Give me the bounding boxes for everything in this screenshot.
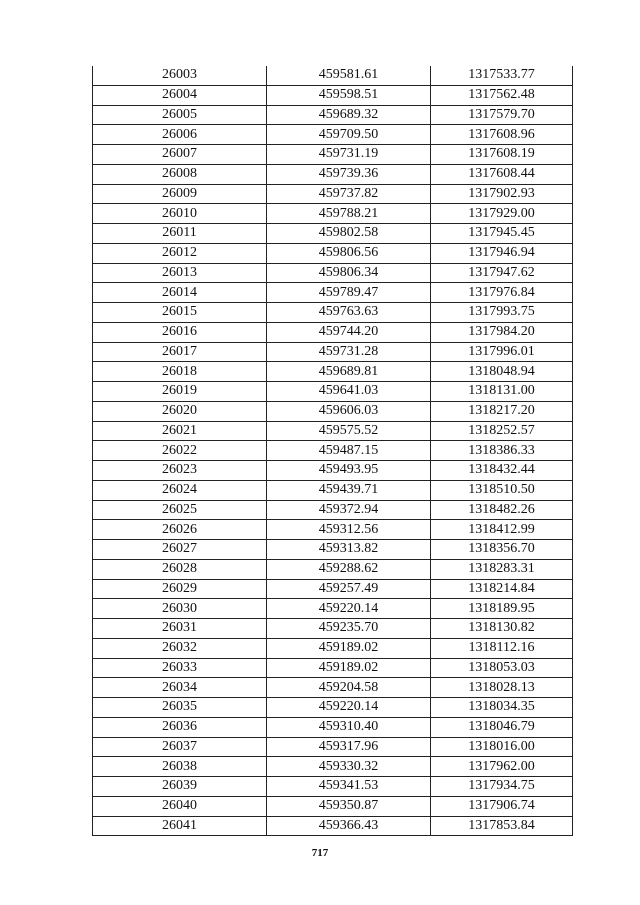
- point-id-cell: 26032: [93, 638, 267, 658]
- point-id-cell: 26022: [93, 441, 267, 461]
- x-coordinate-cell: 459330.32: [267, 757, 431, 777]
- table-row: [93, 401, 573, 421]
- y-coordinate-cell: 1318048.94: [431, 362, 573, 382]
- x-coordinate-cell: 459709.50: [267, 125, 431, 145]
- x-coordinate-cell: 459802.58: [267, 224, 431, 244]
- point-id-cell: 26015: [93, 303, 267, 323]
- y-coordinate-cell: 1318034.35: [431, 698, 573, 718]
- x-coordinate-cell: 459313.82: [267, 540, 431, 560]
- table-row: [93, 559, 573, 579]
- x-coordinate-cell: 459493.95: [267, 461, 431, 481]
- x-coordinate-cell: 459731.19: [267, 145, 431, 165]
- y-coordinate-cell: 1317533.77: [431, 66, 573, 85]
- table-row: [93, 441, 573, 461]
- table-row: [93, 678, 573, 698]
- y-coordinate-cell: 1318482.26: [431, 500, 573, 520]
- point-id-cell: 26005: [93, 105, 267, 125]
- point-id-cell: 26024: [93, 480, 267, 500]
- table-row: [93, 145, 573, 165]
- point-id-cell: 26006: [93, 125, 267, 145]
- x-coordinate-cell: 459581.61: [267, 66, 431, 85]
- x-coordinate-cell: 459806.34: [267, 263, 431, 283]
- y-coordinate-cell: 1317579.70: [431, 105, 573, 125]
- point-id-cell: 26007: [93, 145, 267, 165]
- table-row: [93, 421, 573, 441]
- y-coordinate-cell: 1317947.62: [431, 263, 573, 283]
- x-coordinate-cell: 459598.51: [267, 85, 431, 105]
- table-row: [93, 579, 573, 599]
- x-coordinate-cell: 459372.94: [267, 500, 431, 520]
- y-coordinate-cell: 1318028.13: [431, 678, 573, 698]
- y-coordinate-cell: 1318283.31: [431, 559, 573, 579]
- point-id-cell: 26009: [93, 184, 267, 204]
- x-coordinate-cell: 459220.14: [267, 599, 431, 619]
- y-coordinate-cell: 1317906.74: [431, 796, 573, 816]
- y-coordinate-cell: 1318016.00: [431, 737, 573, 757]
- table-row: [93, 777, 573, 797]
- y-coordinate-cell: 1318386.33: [431, 441, 573, 461]
- x-coordinate-cell: 459341.53: [267, 777, 431, 797]
- x-coordinate-cell: 459288.62: [267, 559, 431, 579]
- point-id-cell: 26030: [93, 599, 267, 619]
- y-coordinate-cell: 1317608.96: [431, 125, 573, 145]
- x-coordinate-cell: 459788.21: [267, 204, 431, 224]
- x-coordinate-cell: 459204.58: [267, 678, 431, 698]
- table-row: [93, 757, 573, 777]
- coordinate-table-body: [93, 66, 573, 836]
- y-coordinate-cell: 1318112.16: [431, 638, 573, 658]
- point-id-cell: 26041: [93, 816, 267, 836]
- x-coordinate-cell: 459310.40: [267, 717, 431, 737]
- point-id-cell: 26017: [93, 342, 267, 362]
- table-row: [93, 540, 573, 560]
- y-coordinate-cell: 1318053.03: [431, 658, 573, 678]
- y-coordinate-cell: 1318252.57: [431, 421, 573, 441]
- point-id-cell: 26014: [93, 283, 267, 303]
- point-id-cell: 26039: [93, 777, 267, 797]
- y-coordinate-cell: 1318412.99: [431, 520, 573, 540]
- y-coordinate-cell: 1317984.20: [431, 322, 573, 342]
- table-row: [93, 224, 573, 244]
- x-coordinate-cell: 459220.14: [267, 698, 431, 718]
- y-coordinate-cell: 1318131.00: [431, 382, 573, 402]
- y-coordinate-cell: 1317946.94: [431, 243, 573, 263]
- y-coordinate-cell: 1318217.20: [431, 401, 573, 421]
- point-id-cell: 26013: [93, 263, 267, 283]
- table-row: [93, 322, 573, 342]
- y-coordinate-cell: 1318130.82: [431, 619, 573, 639]
- x-coordinate-cell: 459641.03: [267, 382, 431, 402]
- point-id-cell: 26029: [93, 579, 267, 599]
- table-row: [93, 619, 573, 639]
- point-id-cell: 26010: [93, 204, 267, 224]
- x-coordinate-cell: 459487.15: [267, 441, 431, 461]
- table-row: [93, 698, 573, 718]
- table-row: [93, 796, 573, 816]
- table-row: [93, 66, 573, 85]
- y-coordinate-cell: 1317996.01: [431, 342, 573, 362]
- table-row: [93, 816, 573, 836]
- table-row: [93, 480, 573, 500]
- x-coordinate-cell: 459739.36: [267, 164, 431, 184]
- page-number: 717: [311, 847, 329, 859]
- table-row: [93, 85, 573, 105]
- point-id-cell: 26031: [93, 619, 267, 639]
- table-row: [93, 303, 573, 323]
- table-row: [93, 737, 573, 757]
- point-id-cell: 26018: [93, 362, 267, 382]
- y-coordinate-cell: 1317976.84: [431, 283, 573, 303]
- table-row: [93, 243, 573, 263]
- point-id-cell: 26019: [93, 382, 267, 402]
- point-id-cell: 26033: [93, 658, 267, 678]
- point-id-cell: 26021: [93, 421, 267, 441]
- x-coordinate-cell: 459737.82: [267, 184, 431, 204]
- y-coordinate-cell: 1318189.95: [431, 599, 573, 619]
- coordinate-table: [92, 66, 573, 836]
- table-row: [93, 164, 573, 184]
- point-id-cell: 26026: [93, 520, 267, 540]
- x-coordinate-cell: 459189.02: [267, 638, 431, 658]
- table-row: [93, 125, 573, 145]
- y-coordinate-cell: 1317902.93: [431, 184, 573, 204]
- point-id-cell: 26040: [93, 796, 267, 816]
- table-row: [93, 204, 573, 224]
- y-coordinate-cell: 1317853.84: [431, 816, 573, 836]
- y-coordinate-cell: 1318356.70: [431, 540, 573, 560]
- table-row: [93, 105, 573, 125]
- y-coordinate-cell: 1317562.48: [431, 85, 573, 105]
- x-coordinate-cell: 459731.28: [267, 342, 431, 362]
- point-id-cell: 26027: [93, 540, 267, 560]
- point-id-cell: 26023: [93, 461, 267, 481]
- x-coordinate-cell: 459763.63: [267, 303, 431, 323]
- x-coordinate-cell: 459317.96: [267, 737, 431, 757]
- point-id-cell: 26025: [93, 500, 267, 520]
- table-row: [93, 520, 573, 540]
- point-id-cell: 26020: [93, 401, 267, 421]
- table-row: [93, 717, 573, 737]
- point-id-cell: 26037: [93, 737, 267, 757]
- x-coordinate-cell: 459789.47: [267, 283, 431, 303]
- x-coordinate-cell: 459366.43: [267, 816, 431, 836]
- table-row: [93, 461, 573, 481]
- y-coordinate-cell: 1317934.75: [431, 777, 573, 797]
- table-row: [93, 658, 573, 678]
- x-coordinate-cell: 459312.56: [267, 520, 431, 540]
- point-id-cell: 26012: [93, 243, 267, 263]
- point-id-cell: 26038: [93, 757, 267, 777]
- y-coordinate-cell: 1317608.19: [431, 145, 573, 165]
- table-row: [93, 638, 573, 658]
- point-id-cell: 26008: [93, 164, 267, 184]
- point-id-cell: 26003: [93, 66, 267, 85]
- table-row: [93, 342, 573, 362]
- y-coordinate-cell: 1318214.84: [431, 579, 573, 599]
- y-coordinate-cell: 1317945.45: [431, 224, 573, 244]
- point-id-cell: 26034: [93, 678, 267, 698]
- point-id-cell: 26028: [93, 559, 267, 579]
- point-id-cell: 26016: [93, 322, 267, 342]
- x-coordinate-cell: 459806.56: [267, 243, 431, 263]
- x-coordinate-cell: 459575.52: [267, 421, 431, 441]
- x-coordinate-cell: 459439.71: [267, 480, 431, 500]
- x-coordinate-cell: 459235.70: [267, 619, 431, 639]
- y-coordinate-cell: 1317993.75: [431, 303, 573, 323]
- table-row: [93, 283, 573, 303]
- point-id-cell: 26035: [93, 698, 267, 718]
- y-coordinate-cell: 1318046.79: [431, 717, 573, 737]
- x-coordinate-cell: 459606.03: [267, 401, 431, 421]
- x-coordinate-cell: 459689.32: [267, 105, 431, 125]
- table-row: [93, 500, 573, 520]
- table-row: [93, 362, 573, 382]
- table-row: [93, 184, 573, 204]
- y-coordinate-cell: 1317962.00: [431, 757, 573, 777]
- y-coordinate-cell: 1317608.44: [431, 164, 573, 184]
- y-coordinate-cell: 1318432.44: [431, 461, 573, 481]
- point-id-cell: 26004: [93, 85, 267, 105]
- x-coordinate-cell: 459257.49: [267, 579, 431, 599]
- table-row: [93, 599, 573, 619]
- x-coordinate-cell: 459189.02: [267, 658, 431, 678]
- y-coordinate-cell: 1318510.50: [431, 480, 573, 500]
- x-coordinate-cell: 459689.81: [267, 362, 431, 382]
- x-coordinate-cell: 459350.87: [267, 796, 431, 816]
- table-row: [93, 263, 573, 283]
- x-coordinate-cell: 459744.20: [267, 322, 431, 342]
- point-id-cell: 26036: [93, 717, 267, 737]
- y-coordinate-cell: 1317929.00: [431, 204, 573, 224]
- table-row: [93, 382, 573, 402]
- point-id-cell: 26011: [93, 224, 267, 244]
